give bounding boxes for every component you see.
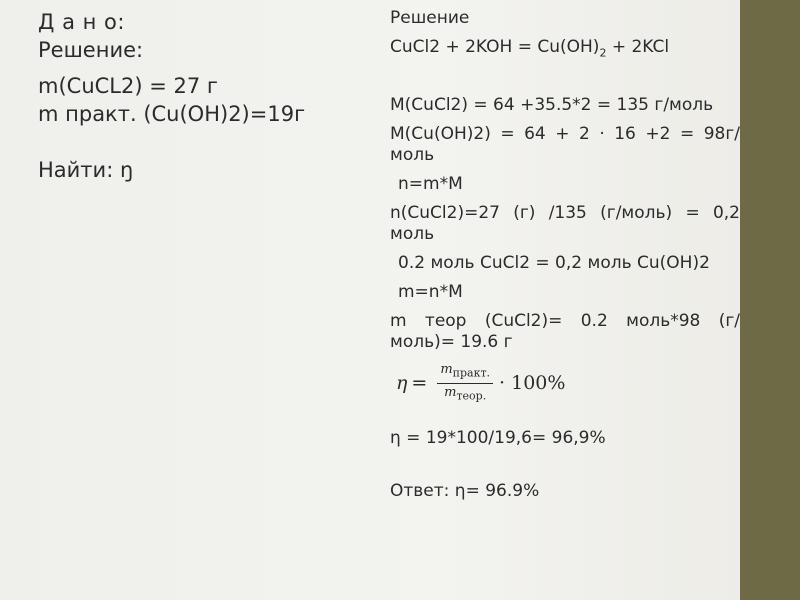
decorative-side-bar <box>740 0 800 600</box>
numerator-sub: практ. <box>452 366 491 380</box>
reaction-subscript: 2 <box>599 46 607 60</box>
denominator-sub: теор. <box>456 389 487 403</box>
given-title: Д а н о: <box>38 10 125 34</box>
mole-ratio: 0.2 моль CuCl2 = 0,2 моль Cu(OH)2 <box>398 253 710 274</box>
yield-formula <box>396 361 740 405</box>
yield-calculation: η = 19*100/19,6= 96,9% <box>390 427 606 448</box>
solution-heading: Решение <box>390 8 470 28</box>
find-label: Найти: ŋ <box>38 158 134 182</box>
m-formula: m=n*M <box>398 282 463 303</box>
given-practical-mass: m практ. (Cu(OH)2)=19г <box>38 102 306 126</box>
fraction-denominator <box>441 384 489 406</box>
solution-label: Решение: <box>38 38 144 62</box>
eta-symbol: η <box>396 371 408 394</box>
given-column <box>38 8 368 184</box>
reaction-equation <box>390 37 740 63</box>
given-mass: m(CuCL2) = 27 г <box>38 74 218 98</box>
solution-column <box>390 8 740 510</box>
fraction-numerator <box>437 361 493 384</box>
reaction-right: + 2KCl <box>606 37 670 57</box>
molar-mass-cuoh2: M(Cu(OH)2) = 64 + 2 · 16 +2 = 98г/моль <box>390 124 740 166</box>
percent-factor: · 100% <box>499 371 566 394</box>
reaction-left: CuCl2 + 2KOH = Cu(OH) <box>390 37 600 57</box>
numerator-m: m <box>440 362 453 378</box>
equals-sign: = <box>411 371 428 394</box>
n-formula: n=m*M <box>398 174 463 195</box>
molar-mass-cucl2: M(CuCl2) = 64 +35.5*2 = 135 г/моль <box>390 95 714 116</box>
n-cucl2: n(CuCl2)=27 (г) /135 (г/моль) = 0,2 моль <box>390 203 740 245</box>
denominator-m: m <box>444 384 457 400</box>
answer: Ответ: η= 96.9% <box>390 480 540 501</box>
yield-fraction <box>437 361 493 405</box>
m-theoretical: m теор (CuCl2)= 0.2 моль*98 (г/моль)= 19.6 г <box>390 311 740 353</box>
